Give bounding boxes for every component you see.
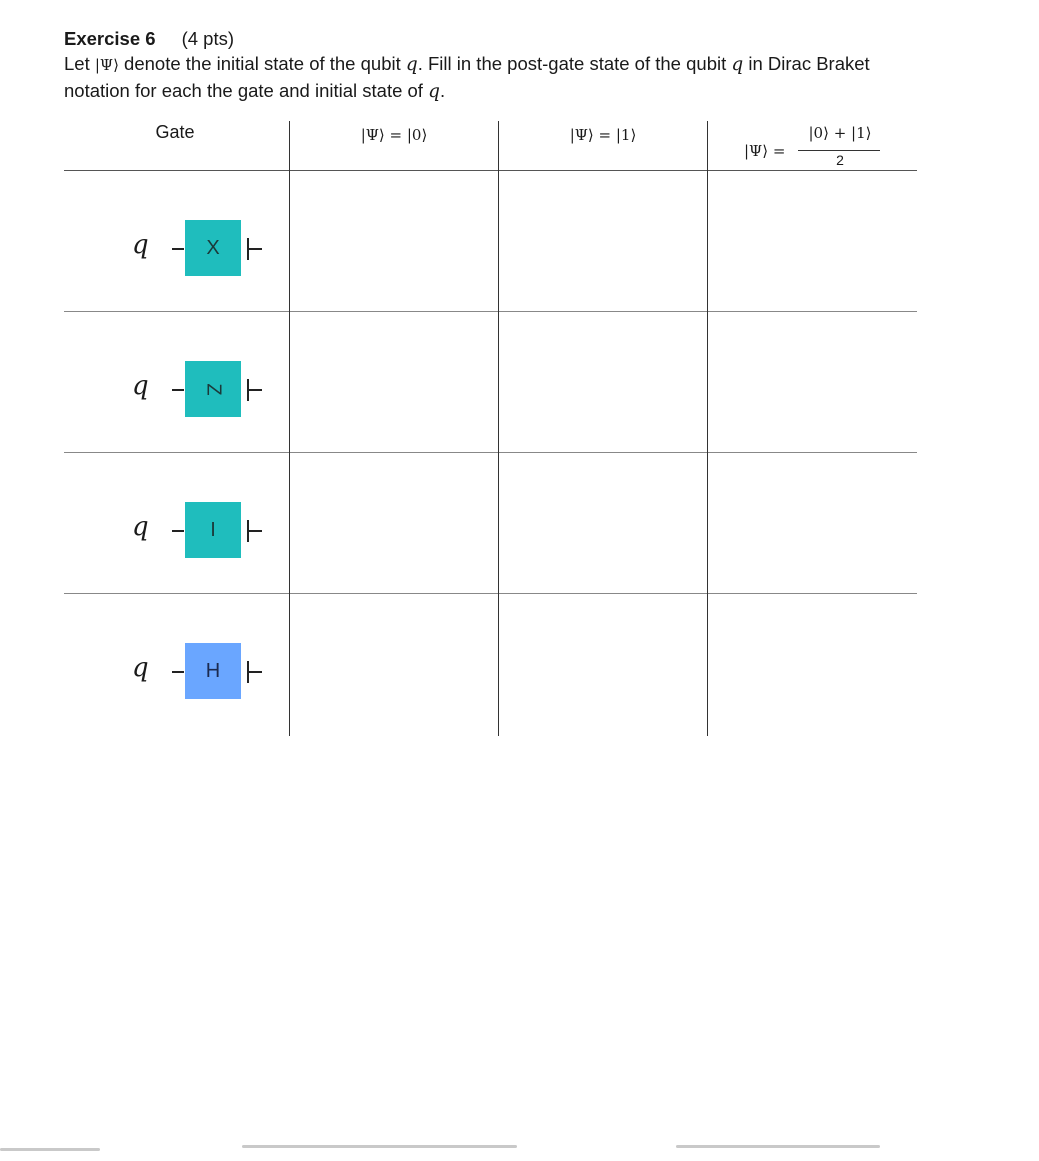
header-plus-numerator: |0⟩ + |1⟩ [808, 124, 872, 142]
instruction-text: denote the initial state of the qubit [118, 53, 406, 74]
wire-in [172, 671, 184, 673]
answer-cell-i-plus[interactable] [708, 453, 917, 593]
gate-box-i [185, 502, 241, 558]
answer-cell-z-plus[interactable] [708, 312, 917, 452]
instruction-text: in Dirac Braket [743, 53, 870, 74]
header-gate: Gate [155, 122, 195, 142]
answer-cell-x-one[interactable] [499, 171, 707, 311]
answer-cell-h-one[interactable] [499, 594, 707, 736]
gate-box-x [185, 220, 241, 276]
answer-cell-x-zero[interactable] [290, 171, 498, 311]
wire-in [172, 248, 184, 250]
gate-label: X [206, 236, 220, 259]
wire-out [248, 389, 262, 391]
gate-circuit-x [128, 220, 268, 278]
exercise-heading [64, 26, 1014, 104]
scan-artifact [676, 1145, 880, 1148]
answer-cell-h-plus[interactable] [708, 594, 917, 736]
header-state-plus [740, 122, 910, 170]
header-state-zero: |Ψ⟩ = |0⟩ [360, 126, 428, 144]
qubit-symbol: q [405, 54, 418, 75]
instruction-text: . Fill in the post-gate state of the qubit [417, 53, 732, 74]
gate-box-h [185, 643, 241, 699]
qubit-label: q [132, 230, 149, 260]
header-state-one: |Ψ⟩ = |1⟩ [569, 126, 637, 144]
exercise-instructions-line1 [64, 51, 1014, 78]
gate-label: Z [202, 382, 225, 396]
answer-cell-z-one[interactable] [499, 312, 707, 452]
scan-artifact [242, 1145, 517, 1148]
qubit-label: q [132, 512, 149, 542]
wire-out [248, 671, 262, 673]
exercise-instructions-line2 [64, 78, 1014, 104]
scan-artifact [0, 1148, 100, 1151]
instruction-text: notation for each the gate and initial state of [64, 80, 429, 101]
gate-label: I [210, 518, 216, 541]
qubit-symbol: q [731, 54, 744, 75]
fraction-bar [798, 150, 880, 151]
wire-in [172, 530, 184, 532]
gate-circuit-z [128, 361, 268, 419]
exercise-points: (4 pts) [181, 28, 234, 49]
gate-label: H [205, 659, 221, 682]
qubit-label: q [132, 653, 149, 683]
gate-box-z [185, 361, 241, 417]
answer-cell-x-plus[interactable] [708, 171, 917, 311]
gate-circuit-h [128, 643, 268, 701]
wire-in [172, 389, 184, 391]
answer-cell-z-zero[interactable] [290, 312, 498, 452]
qubit-label: q [132, 371, 149, 401]
answer-cell-h-zero[interactable] [290, 594, 498, 736]
wire-out [248, 530, 262, 532]
header-plus-lhs: |Ψ⟩ = [744, 142, 786, 160]
instruction-text: Let [64, 53, 95, 74]
exercise-title: Exercise 6 [64, 28, 156, 49]
answer-cell-i-one[interactable] [499, 453, 707, 593]
header-plus-denominator: 2 [836, 152, 844, 168]
exercise-title-line [64, 26, 1014, 51]
qubit-symbol: q [428, 81, 440, 102]
wire-out [248, 248, 262, 250]
gate-circuit-i [128, 502, 268, 560]
answer-cell-i-zero[interactable] [290, 453, 498, 593]
psi-ket: |Ψ⟩ [94, 56, 119, 74]
instruction-text: . [439, 80, 446, 101]
